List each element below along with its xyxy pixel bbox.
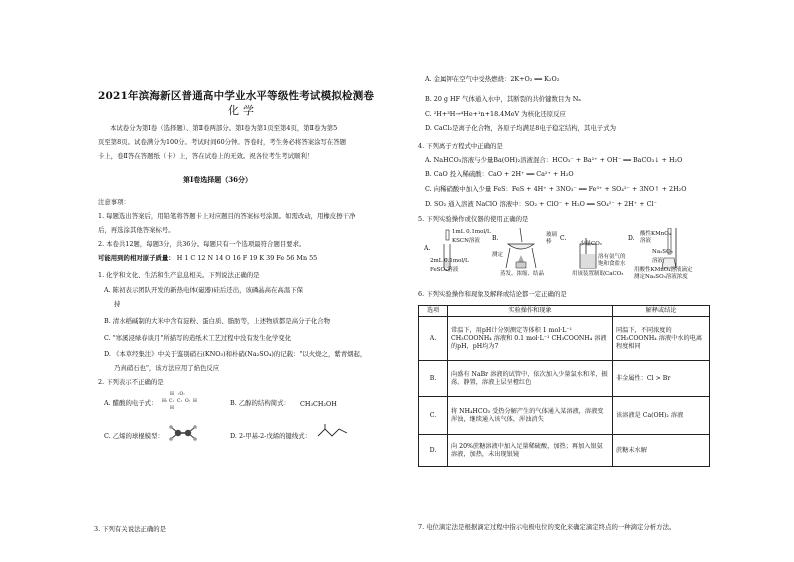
q5-c-label-1: 少量CO₂ (580, 241, 602, 247)
subject-title: 化学 (228, 104, 258, 117)
table-row (419, 435, 710, 467)
q2-stem: 2. 下列表示不正确的是 (98, 378, 164, 386)
svg-text:H: H (170, 406, 174, 411)
table-cell-option: A. (419, 317, 448, 361)
q2-option-b: B. 乙醇的结构简式： (230, 399, 290, 407)
table-row (419, 317, 710, 361)
q3-option-c: C. ²H+³H→⁴He+¹n+18.4MeV 为核化还原反应 (425, 110, 566, 118)
svg-text:C:: C: (169, 399, 174, 404)
table-header-option: 选项 (419, 306, 448, 317)
q3-option-a: A. 金属钾在空气中受热燃烧：2K+O₂ ══ K₂O₂ (425, 75, 560, 83)
svg-text:D.: D. (628, 235, 635, 242)
q5-a-label-2: KSCN溶液 (452, 238, 480, 244)
note-2: 2. 本卷共12题，每题3分，共36分。每题只有一个选项最符合题目要求。 (98, 240, 306, 248)
svg-text:H: H (170, 392, 174, 397)
q5-d-label-1: 酸性KMnO₄ (640, 231, 671, 237)
q2-option-c: C. 乙烯的球棍模型： (104, 432, 164, 440)
q4-option-b: B. CaO 投入稀硫酸：CaO + 2H⁺ ══ Ca²⁺ + H₂O (425, 170, 574, 178)
q5-d-label-4: 溶液 (652, 258, 664, 264)
svg-text:A.: A. (424, 245, 431, 252)
q5-c-label-3: 饱和食盐水 (598, 261, 626, 267)
table-row (419, 397, 710, 435)
q5-stem: 5. 下列实验操作或仪器的使用正确的是 (418, 215, 529, 223)
intro-line-2: 页至第8页。试卷满分为100分。考试时间60分钟。答卷时，考生务必将答案涂写在答题 (98, 138, 347, 146)
atomic-masses (98, 254, 317, 262)
table-cell-option: D. (419, 435, 448, 467)
intro-line-1: 本试卷分为第Ⅰ卷（选择题）、第Ⅱ卷两部分。第Ⅰ卷为第1页至第4页，第Ⅱ卷为第5 (110, 124, 338, 132)
svg-text:O:: O: (185, 399, 191, 404)
q5-b-label-4: 蒸发、浓缩、结晶 (500, 271, 545, 277)
svg-text:H: H (193, 399, 197, 404)
q1-stem: 1. 化学和文化、生活和生产息息相关。下列说法正确的是 (98, 271, 260, 279)
note-1-cont: 后，再选涂其他答案标号。 (98, 226, 175, 234)
acetic-acid-electron-formula (160, 388, 204, 414)
q4-stem: 4. 下列离子方程式中正确的是 (418, 142, 503, 150)
q4-option-a: A. NaHCO₃溶液与少量Ba(OH)₂溶液混合：HCO₃⁻ + Ba²⁺ + OH⁻ ══ BaCO₃↓ + H₂O (425, 156, 683, 164)
table-cell-operation: 常温下，用pH计分别测定等体积 1 mol·L⁻¹ CH₃COONH₄ 溶液和 0.1 mol·L⁻¹ CH₃COONH₄ 溶液的pH，pH均为7 (448, 317, 613, 361)
q4-option-d: D. SO₂ 通入溶液 NaClO 溶液中：SO₂ + ClO⁻ + H₂O ══ SO₄²⁻ + 2H⁺ + Cl⁻ (425, 200, 657, 208)
table-cell-conclusion: 同温下，不同浓度的 CH₃COONH₄ 溶液中水的电离程度相同 (613, 317, 710, 361)
q3-option-d: D. CaCl₂是离子化合物，各原子均满足8电子稳定结构，其电子式为 (425, 124, 616, 132)
q5-d-label-3: Na₂SO₃ (652, 249, 673, 255)
table-header-conclusion: 解释或结论 (613, 306, 710, 317)
q1-option-b: B. 清水稻碱制的大米中含有淀粉、蛋白质、脂肪等，上述物质都是高分子化合物 (104, 317, 331, 325)
table-row (419, 361, 710, 397)
q5-b-label-1: 玻璃 (546, 232, 558, 238)
ethylene-ball-stick-model (168, 424, 198, 442)
q5-a-label-3: 2mL 0.1mol/L (430, 258, 469, 264)
exam-title: 2021年滨海新区普通高中学业水平等级性考试模拟检测卷 (98, 90, 375, 102)
q5-c-label-4: 用该装置制取CaCO₃ (572, 271, 624, 277)
q1-option-a: A. 陈初表示团队开发的新热电体(磁器)硅后还出，该磷晶高在高温下保 (104, 286, 303, 294)
table-cell-conclusion: 非金属性：Cl > Br (613, 361, 710, 397)
svg-text::O:: :O: (178, 392, 185, 397)
svg-text:B.: B. (492, 235, 499, 242)
table-cell-option: C. (419, 397, 448, 435)
svg-text:C.: C. (560, 235, 567, 242)
q7-stem: 7. 电位滴定法是根据滴定过程中指示电极电位的变化来确定滴定终点的一种滴定分析方法。 (418, 523, 676, 531)
q1-option-a-cont: 持 (114, 300, 121, 308)
intro-line-3: 卡上，卷Ⅱ答在答题纸（卡）上，答在试卷上的无效。祝各位考生考试顺利！ (98, 152, 314, 160)
table-cell-conclusion: 该溶液是 Ca(OH)₂ 溶液 (613, 397, 710, 435)
table-cell-operation: 向 20%蔗糖溶液中加入足量稀硫酸，加热；再加入银氨溶液，加热，未出现银镜 (448, 435, 613, 467)
table-header-operation: 实验操作和现象 (448, 306, 613, 317)
q5-d-label-2: 溶液 (640, 238, 652, 244)
q1-option-d-cont: 乃真硝石也"，该方法应用了焰色反应 (114, 364, 220, 372)
q6-experiment-table (418, 305, 710, 467)
table-cell-option: B. (419, 361, 448, 397)
q5-a-label-4: FeSO₄溶液 (430, 267, 459, 273)
q2-option-a: A. 醋酸的电子式： (104, 399, 158, 407)
table-cell-operation: 将 NH₄HCO₃ 受热分解产生的气体通入某溶液，溶液变浑浊，继续通入该气体，浑浊消失 (448, 397, 613, 435)
svg-text:C:: C: (177, 399, 182, 404)
q1-option-c: C. "寒溪浸绿春谈月"所描写的造纸术工艺过程中没有发生化学变化 (104, 334, 292, 342)
q5-b-label-2: 棒 (546, 239, 552, 245)
q6-stem: 6. 下列实验操作和现象及解释或结论都一定正确的是 (418, 290, 567, 298)
table-cell-operation: 向盛有 NaBr 溶液的试管中，依次加入少量氯水和苯，振荡、静置，溶液上层呈橙红色 (448, 361, 613, 397)
q5-d-label-6: 测定Na₂SO₃溶液浓度 (634, 274, 688, 280)
ethanol-formula: CH₃CH₂OH (300, 400, 337, 408)
table-header-row (419, 306, 710, 317)
note-1: 1. 每题选出答案后，用铅笔将答题卡上对应题目的答案标号涂黑。如需改动，用橡皮擦干净 (98, 212, 356, 220)
q3-stem: 3. 下列有关说法正确的是 (94, 525, 167, 533)
atomic-masses-label: 可能用到的相对原子质量： (98, 254, 175, 262)
q1-option-d: D. 《本草经集注》中关于鉴别硝石(KNO₃)和朴硝(Na₂SO₄)的记载："以火烧之，紫青烟起， (104, 350, 367, 358)
q3-option-b: B. 20 g HF 气体通入水中，其断裂的共价键数目为 Nₐ (425, 95, 581, 103)
q5-a-label-1: 1mL 0.1mol/L (452, 229, 491, 235)
q5-c-label-2: 溶有氨气的 (598, 254, 626, 260)
atomic-masses-values: H 1 C 12 N 14 O 16 F 19 K 39 Fe 56 Mn 55 (176, 254, 318, 262)
q5-d-label-5: 用酸性KMnO₄溶液滴定 (634, 267, 693, 273)
table-cell-conclusion: 蔗糖未水解 (613, 435, 710, 467)
q4-option-c: C. 向稀硝酸中加入少量 FeS：FeS + 4H⁺ + 3NO₃⁻ ══ Fe³⁺ + SO₄²⁻ + 3NO↑ + 2H₂O (425, 185, 687, 193)
part1-heading: 第Ⅰ卷选择题（36分） (183, 175, 253, 184)
notes-heading: 注意事项： (98, 198, 130, 206)
svg-text:H:: H: (162, 399, 168, 404)
q2-option-d: D. 2-甲基-2-戊烯的键线式： (230, 432, 312, 440)
bond-line-formula (316, 424, 350, 440)
q5-b-label-3: 测定 (492, 252, 504, 258)
